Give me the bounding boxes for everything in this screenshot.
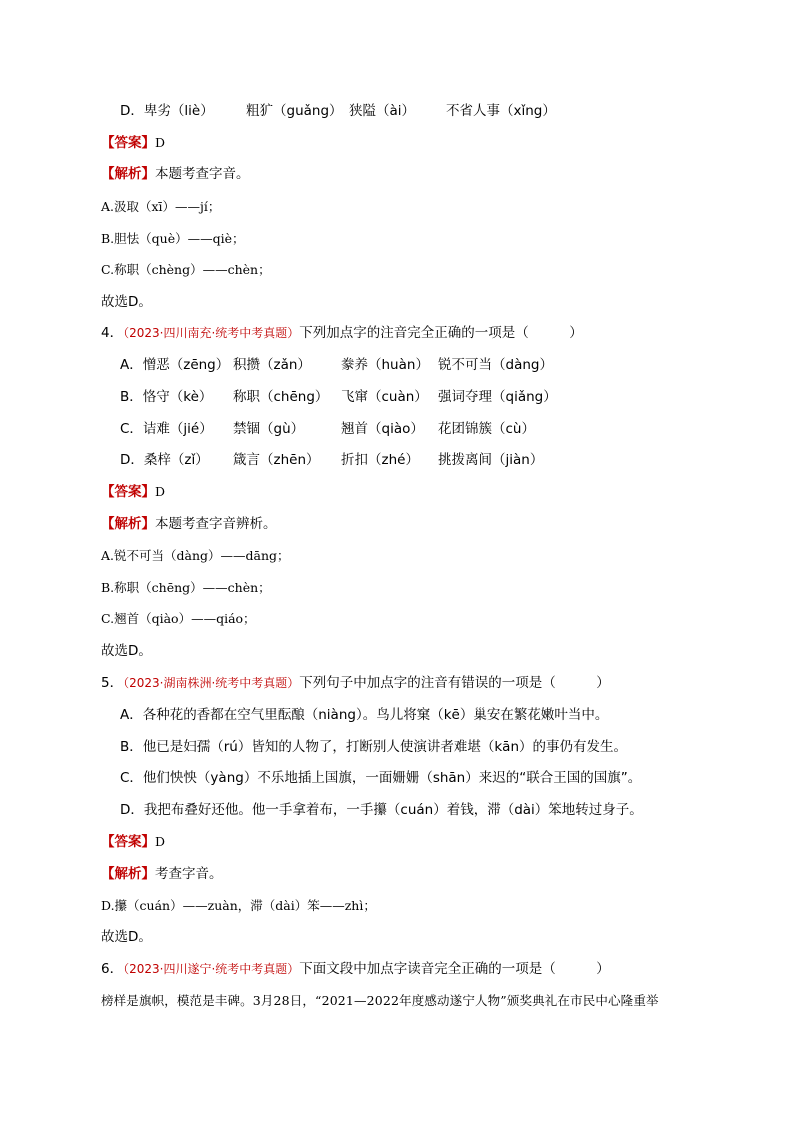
option-item: 称职（chēng） [233,389,329,405]
option-item: 豢养（huàn） [341,357,429,373]
q4-answer [101,481,165,503]
question-source: （2023·四川遂宁·统考中考真题） [123,962,300,976]
option-row [120,354,553,376]
option-item: 积攒（zǎn） [233,357,311,373]
analysis-note: A.汲取（xī）——jí； [101,199,221,214]
option-row [120,418,535,440]
analysis-text: 考查字音。 [155,866,223,882]
analysis-text: 本题考查字音辨析。 [155,516,277,532]
option-item: 折扣（zhé） [341,452,419,468]
question-text: 下列句子中加点字的注音有错误的一项是（ ） [299,675,610,691]
answer-value: D [155,834,166,849]
answer-value: D [155,484,166,499]
option-item: 花团锦簇（cù） [438,421,535,437]
conclusion: 故选D。 [101,294,152,310]
question-6-stem [101,958,610,980]
question-source: （2023·四川南充·统考中考真题） [123,326,300,340]
option-item: A．憎恶（zēng） [120,357,230,373]
q4-analysis [101,513,277,535]
option-item: D．卑劣（liè） [120,103,214,119]
answer-value: D [155,135,166,150]
question-number: 6． [101,961,124,977]
analysis-note: C.称职（chèng）——chèn； [101,262,271,277]
question-number: 5． [101,675,124,691]
question-source: （2023·湖南株洲·统考中考真题） [123,676,300,690]
conclusion: 故选D。 [101,643,152,659]
analysis-note: D.攥（cuán）——zuàn，滞（dài）笨——zhì； [101,898,376,913]
option-item: 狭隘（ài） [349,103,416,119]
option-item: 飞窜（cuàn） [341,389,428,405]
answer-label: 【答案】 [101,484,155,500]
q5-answer [101,831,165,853]
option-item: 强词夺理（qiǎng） [438,389,557,405]
option-item: 不省人事（xǐng） [446,103,556,119]
conclusion: 故选D。 [101,929,152,945]
option-row: B．他已是妇孺（rú）皆知的人物了，打断别人使演讲者难堪（kān）的事仍有发生。 [120,739,628,755]
answer-label: 【答案】 [101,135,155,151]
answer-label: 【答案】 [101,834,155,850]
option-item: C．诘难（jié） [120,421,213,437]
analysis-note: A.锐不可当（dàng）——dāng； [101,548,290,563]
option-item: B．恪守（kè） [120,389,213,405]
option-row: D．我把布叠好还他。他一手拿着布，一手攥（cuán）着钱，滞（dài）笨地转过身子。 [120,802,643,818]
question-text: 下面文段中加点字读音完全正确的一项是（ ） [299,961,610,977]
passage-text: 榜样是旗帜，模范是丰碑。3月28日，“2021—2022年度感动遂宁人物”颁奖典礼在市民中心隆重举 [101,993,659,1008]
option-row [120,386,557,408]
analysis-note: C.翘首（qiào）——qiáo； [101,611,256,626]
option-item: 翘首（qiào） [341,421,424,437]
prev-option-d [120,100,556,122]
question-5-stem [101,672,610,694]
q5-analysis [101,863,223,885]
option-item: 禁锢（gù） [233,421,305,437]
option-item: 挑拨离间（jiàn） [438,452,544,468]
prev-answer [101,132,165,154]
analysis-text: 本题考查字音。 [155,166,250,182]
question-number: 4． [101,325,124,341]
analysis-label: 【解析】 [101,866,155,882]
option-item: 锐不可当（dàng） [438,357,553,373]
option-item: 箴言（zhēn） [233,452,320,468]
analysis-note: B.胆怯（què）——qiè； [101,231,245,246]
question-text: 下列加点字的注音完全正确的一项是（ ） [299,325,583,341]
prev-analysis [101,163,250,185]
analysis-note: B.称职（chēng）——chèn； [101,580,271,595]
option-row: A．各种花的香都在空气里酝酿（niàng）。鸟儿将窠（kē）巢安在繁花嫩叶当中。 [120,707,609,723]
analysis-label: 【解析】 [101,516,155,532]
question-4-stem [101,322,583,344]
option-row [120,449,543,471]
analysis-label: 【解析】 [101,166,155,182]
option-item: 粗犷（guǎng） [246,103,343,119]
option-row: C．他们怏怏（yàng）不乐地插上国旗，一面姗姗（shān）来迟的“联合王国的国旗”。 [120,770,642,786]
option-item: D．桑梓（zǐ） [120,452,209,468]
